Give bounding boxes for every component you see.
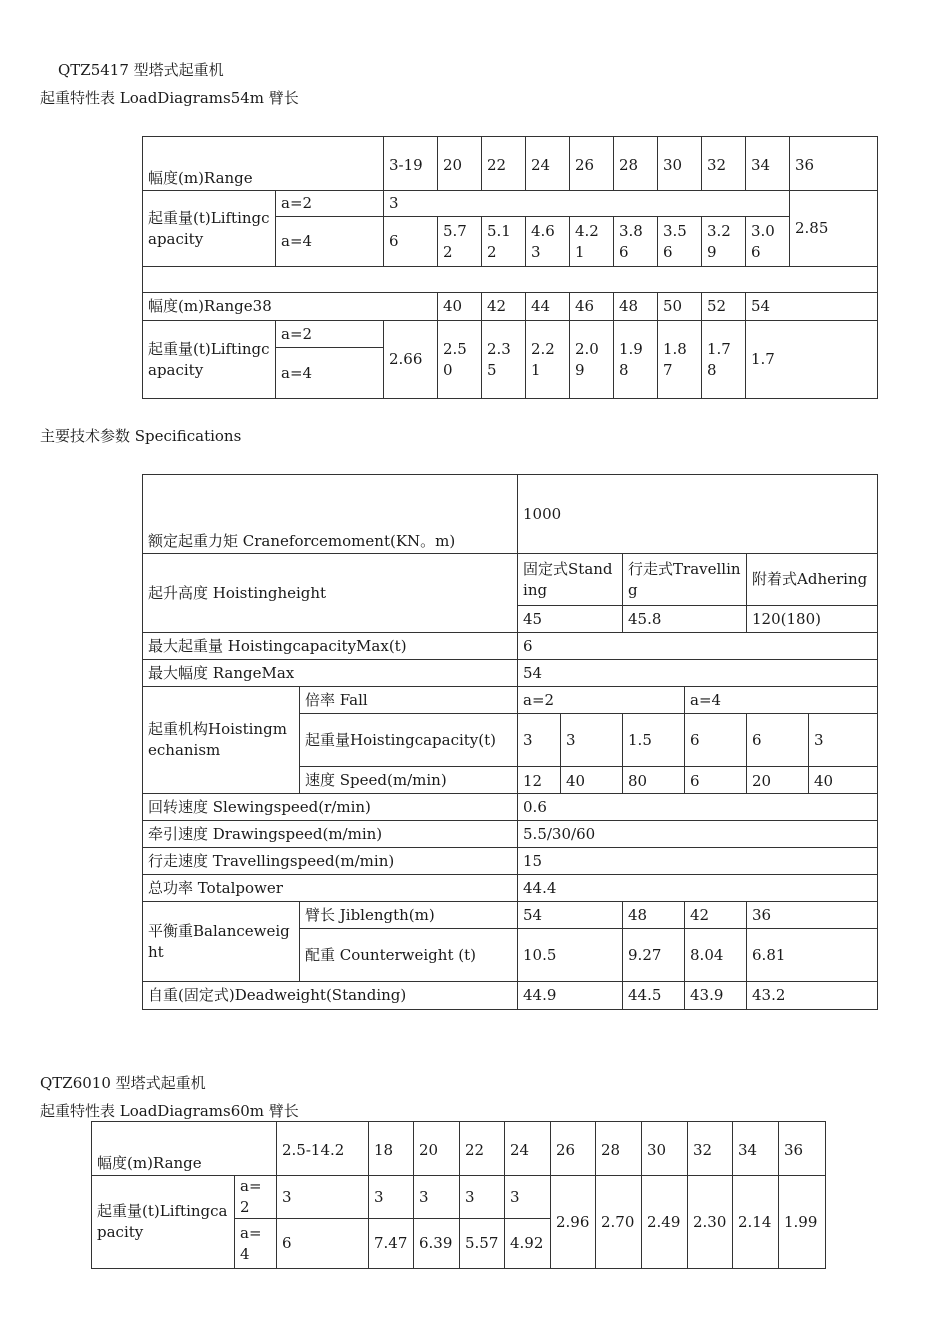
capacity-cell: 3.86 [614,217,658,267]
range-cell: 50 [658,293,702,321]
fall-a4: a=4 [235,1219,277,1269]
counter-cell: 8.04 [685,929,747,982]
load-table-qtz6010 [91,1121,826,1269]
height-value: 45.8 [623,606,747,633]
range-cell: 28 [596,1122,642,1176]
jib-label: 臂长 Jiblength(m) [300,902,518,929]
speed-cell: 40 [809,767,878,794]
range-cell: 22 [460,1122,505,1176]
drawing-value: 5.5/30/60 [518,821,878,848]
speed-cell: 80 [623,767,685,794]
capacity-merged: 2.96 [551,1176,596,1269]
range-cell: 40 [438,293,482,321]
fall-a2: a=2 [276,191,384,217]
range-cell: 36 [779,1122,826,1176]
range-cell: 26 [570,137,614,191]
capacity-cell: 3 [369,1176,414,1219]
range-cell: 48 [614,293,658,321]
travelling-value: 15 [518,848,878,875]
capacity-cell: 4.92 [505,1219,551,1269]
deadweight-cell: 43.2 [747,982,878,1010]
height-type-adhering: 附着式Adhering [747,554,878,606]
counter-cell: 9.27 [623,929,685,982]
hoist-capacity-cell: 3 [561,714,623,767]
drawing-label: 牵引速度 Drawingspeed(m/min) [143,821,518,848]
capacity-a2-value: 3 [384,191,790,217]
capacity-cell: 4.21 [570,217,614,267]
range-cell: 54 [746,293,878,321]
speed-label: 速度 Speed(m/min) [300,767,518,794]
speed-cell: 6 [685,767,747,794]
capacity-cell: 3.29 [702,217,746,267]
range-cell: 42 [482,293,526,321]
specs-title: 主要技术参数 Specifications [40,427,242,445]
fall-a4: a=4 [276,217,384,267]
capacity-label: 起重量(t)Liftingcapacity [143,191,276,267]
power-value: 44.4 [518,875,878,902]
capacity-merged-38: 2.66 [384,321,438,399]
range-cell: 32 [702,137,746,191]
capacity-cell: 3 [460,1176,505,1219]
height-type-travelling: 行走式Travelling [623,554,747,606]
range2-label: 幅度(m)Range38 [143,293,438,321]
max-capacity-value: 6 [518,633,878,660]
jib-cell: 54 [518,902,623,929]
capacity-merged: 1.99 [779,1176,826,1269]
travelling-label: 行走速度 Travellingspeed(m/min) [143,848,518,875]
speed-cell: 12 [518,767,561,794]
capacity-cell: 5.12 [482,217,526,267]
specs-table [142,474,878,1010]
counter-label: 配重 Counterweight (t) [300,929,518,982]
balance-label: 平衡重Balanceweight [143,902,300,982]
jib-cell: 48 [623,902,685,929]
range-cell: 34 [746,137,790,191]
range-cell: 3-19 [384,137,438,191]
deadweight-cell: 43.9 [685,982,747,1010]
max-range-value: 54 [518,660,878,687]
deadweight-cell: 44.5 [623,982,685,1010]
jib-cell: 36 [747,902,878,929]
range-cell: 34 [733,1122,779,1176]
capacity-cell: 2.35 [482,321,526,399]
range-cell: 30 [642,1122,688,1176]
fall-label: 倍率 Fall [300,687,518,714]
deadweight-cell: 44.9 [518,982,623,1010]
max-capacity-label: 最大起重量 HoistingcapacityMax(t) [143,633,518,660]
height-type-standing: 固定式Standing [518,554,623,606]
range-cell: 52 [702,293,746,321]
hoist-capacity-cell: 3 [809,714,878,767]
range-cell: 30 [658,137,702,191]
height-value: 45 [518,606,623,633]
fall-a2: a=2 [276,321,384,348]
slewing-value: 0.6 [518,794,878,821]
capacity-cell: 3.06 [746,217,790,267]
range-cell: 32 [688,1122,733,1176]
range-cell: 22 [482,137,526,191]
capacity-cell: 1.98 [614,321,658,399]
capacity-cell: 2.21 [526,321,570,399]
capacity-cell: 3 [505,1176,551,1219]
capacity-cell: 3 [414,1176,460,1219]
range-cell: 36 [790,137,878,191]
capacity-cell: 1.78 [702,321,746,399]
hoist-capacity-cell: 3 [518,714,561,767]
capacity-cell: 6 [277,1219,369,1269]
capacity-cell: 3.56 [658,217,702,267]
range-cell: 18 [369,1122,414,1176]
range-cell: 24 [526,137,570,191]
counter-cell: 10.5 [518,929,623,982]
capacity-merged: 2.49 [642,1176,688,1269]
power-label: 总功率 Totalpower [143,875,518,902]
capacity-merged: 2.30 [688,1176,733,1269]
capacity-label: 起重量(t)Liftingcapacity [92,1176,235,1269]
speed-cell: 40 [561,767,623,794]
spacer-row [143,267,878,293]
range-cell: 28 [614,137,658,191]
capacity-cell: 4.63 [526,217,570,267]
capacity-cell: 5.57 [460,1219,505,1269]
hoist-capacity-cell: 6 [747,714,809,767]
capacity-merged: 2.14 [733,1176,779,1269]
fall-a4: a=4 [276,348,384,399]
section1-subtitle: 起重特性表 LoadDiagrams54m 臂长 [40,89,299,107]
capacity-merged: 2.70 [596,1176,642,1269]
capacity-cell: 2.50 [438,321,482,399]
capacity-cell: 3 [277,1176,369,1219]
capacity-cell: 6.39 [414,1219,460,1269]
height-label: 起升高度 Hoistingheight [143,554,518,633]
deadweight-label: 自重(固定式)Deadweight(Standing) [143,982,518,1010]
speed-cell: 20 [747,767,809,794]
capacity2-label: 起重量(t)Liftingcapacity [143,321,276,399]
hoist-capacity-label: 起重量Hoistingcapacity(t) [300,714,518,767]
counter-cell: 6.81 [747,929,878,982]
fall-a2: a=2 [518,687,685,714]
height-value: 120(180) [747,606,878,633]
range-cell: 44 [526,293,570,321]
capacity-cell: 5.72 [438,217,482,267]
range-cell: 20 [414,1122,460,1176]
section2-subtitle: 起重特性表 LoadDiagrams60m 臂长 [40,1102,299,1120]
range-label: 幅度(m)Range [92,1122,277,1176]
section1-title: QTZ5417 型塔式起重机 [58,61,224,79]
moment-label: 额定起重力矩 Craneforcemoment(KN。m) [143,475,518,554]
range-label: 幅度(m)Range [143,137,384,191]
moment-value: 1000 [518,475,878,554]
range-cell: 24 [505,1122,551,1176]
fall-a4: a=4 [685,687,878,714]
max-range-label: 最大幅度 RangeMax [143,660,518,687]
capacity-merged-36: 2.85 [790,191,878,267]
capacity-cell: 6 [384,217,438,267]
range-cell: 26 [551,1122,596,1176]
range-cell: 20 [438,137,482,191]
slewing-label: 回转速度 Slewingspeed(r/min) [143,794,518,821]
capacity-cell: 2.09 [570,321,614,399]
hoist-label: 起重机构Hoistingmechanism [143,687,300,794]
range-cell: 2.5-14.2 [277,1122,369,1176]
capacity-cell: 7.47 [369,1219,414,1269]
range-cell: 46 [570,293,614,321]
jib-cell: 42 [685,902,747,929]
hoist-capacity-cell: 6 [685,714,747,767]
capacity-cell: 1.7 [746,321,878,399]
load-table-qtz5417 [142,136,878,399]
hoist-capacity-cell: 1.5 [623,714,685,767]
capacity-cell: 1.87 [658,321,702,399]
section2-title: QTZ6010 型塔式起重机 [40,1074,206,1092]
fall-a2: a=2 [235,1176,277,1219]
